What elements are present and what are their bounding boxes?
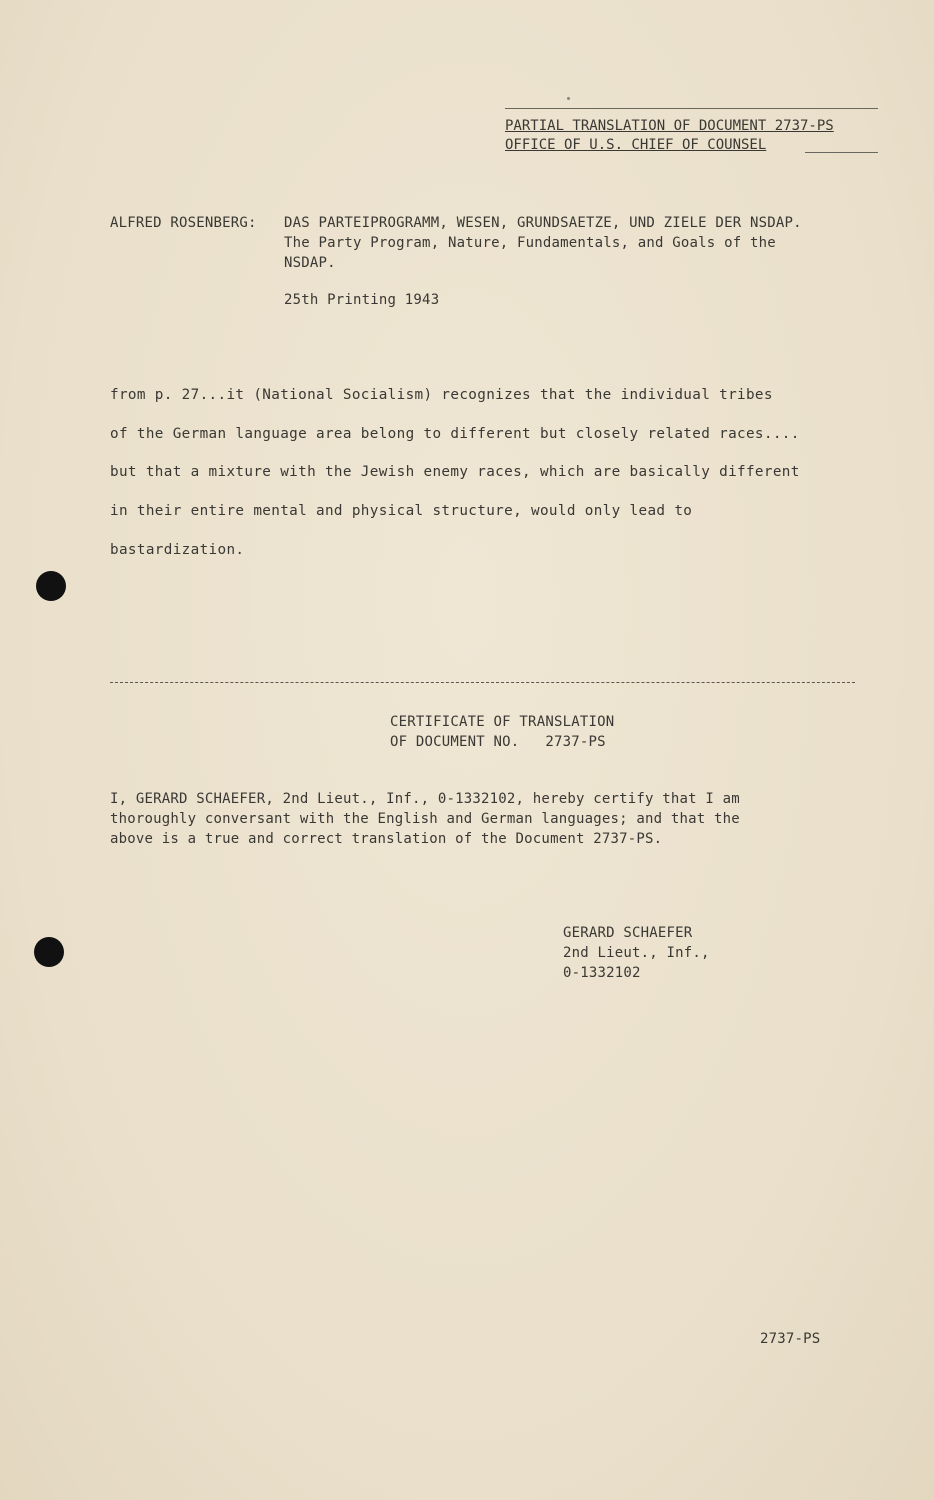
source-title-english-line1: The Party Program, Nature, Fundamentals, and Goals of the bbox=[284, 235, 776, 251]
source-author-label: ALFRED ROSENBERG: bbox=[110, 215, 257, 231]
excerpt-line: bastardization. bbox=[110, 542, 245, 558]
signature-rank: 2nd Lieut., Inf., bbox=[563, 945, 710, 961]
certificate-text-line: thoroughly conversant with the English and German languages; and that the bbox=[110, 811, 740, 827]
certificate-document-number: OF DOCUMENT NO. 2737-PS bbox=[390, 734, 606, 750]
footer-document-id: 2737-PS bbox=[760, 1331, 821, 1347]
section-divider bbox=[110, 682, 855, 683]
header-office: OFFICE OF U.S. CHIEF OF COUNSEL bbox=[505, 137, 767, 153]
certificate-text-line: above is a true and correct translation of the Document 2737-PS. bbox=[110, 831, 663, 847]
signature-serial: 0-1332102 bbox=[563, 965, 641, 981]
source-title-german: DAS PARTEIPROGRAMM, WESEN, GRUNDSAETZE, UND ZIELE DER NSDAP. bbox=[284, 215, 802, 231]
certificate-title: CERTIFICATE OF TRANSLATION bbox=[390, 714, 615, 730]
certificate-text-line: I, GERARD SCHAEFER, 2nd Lieut., Inf., 0-1332102, hereby certify that I am bbox=[110, 791, 740, 807]
header-title: PARTIAL TRANSLATION OF DOCUMENT 2737-PS bbox=[505, 118, 834, 134]
punch-hole bbox=[36, 571, 66, 601]
excerpt-line: of the German language area belong to different but closely related races.... bbox=[110, 426, 800, 442]
excerpt-line: in their entire mental and physical structure, would only lead to bbox=[110, 503, 693, 519]
signature-name: GERARD SCHAEFER bbox=[563, 925, 693, 941]
paper-speck bbox=[567, 97, 570, 100]
excerpt-line: from p. 27...it (National Socialism) recognizes that the individual tribes bbox=[110, 387, 773, 403]
source-printing: 25th Printing 1943 bbox=[284, 292, 440, 308]
excerpt-line: but that a mixture with the Jewish enemy races, which are basically different bbox=[110, 464, 800, 480]
header-top-rule bbox=[505, 108, 878, 109]
header-bottom-rule bbox=[805, 152, 878, 153]
source-title-english-line2: NSDAP. bbox=[284, 255, 336, 271]
punch-hole bbox=[34, 937, 64, 967]
